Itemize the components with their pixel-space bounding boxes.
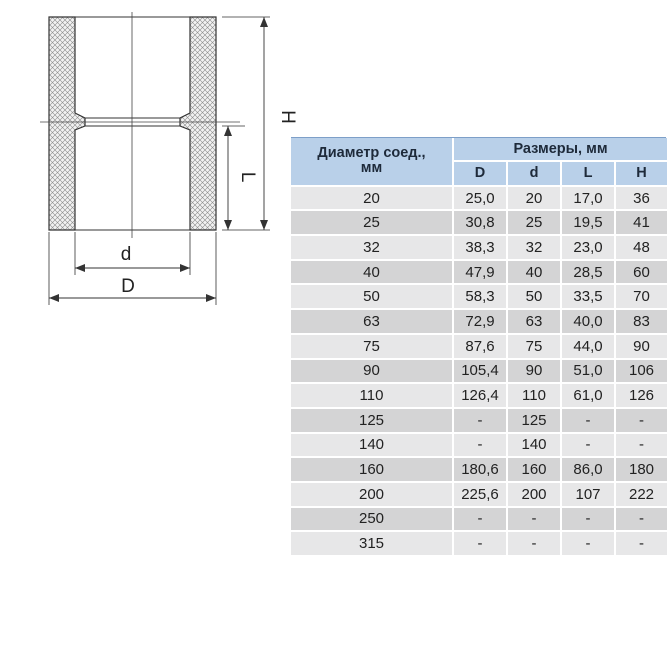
cell-H: 90 [616,335,669,360]
cell-H: 83 [616,310,669,335]
column-header-H: H [616,162,669,187]
cell-diameter: 200 [291,483,454,508]
cell-H: 70 [616,285,669,310]
table-row [291,285,669,310]
cell-L: 33,5 [562,285,616,310]
cell-D: 180,6 [454,458,508,483]
table-row [291,508,669,533]
cell-d: 125 [508,409,562,434]
cell-L: 17,0 [562,187,616,212]
cell-L: 28,5 [562,261,616,286]
dim-label-H: H [277,110,298,124]
cell-diameter: 75 [291,335,454,360]
cell-H: 48 [616,236,669,261]
cell-D: 58,3 [454,285,508,310]
cell-d: 75 [508,335,562,360]
column-header-L: L [562,162,616,187]
cell-d: - [508,532,562,557]
cell-L: 61,0 [562,384,616,409]
cell-H: 41 [616,211,669,236]
cell-H: - [616,409,669,434]
cell-diameter: 32 [291,236,454,261]
diameter-header-line2: мм [360,160,383,177]
cell-L: - [562,532,616,557]
column-header-d: d [508,162,562,187]
dim-label-D: D [121,276,135,297]
cell-diameter: 125 [291,409,454,434]
cell-D: 38,3 [454,236,508,261]
cell-H: 36 [616,187,669,212]
cell-L: 44,0 [562,335,616,360]
cell-D: 87,6 [454,335,508,360]
table-row [291,211,669,236]
table-row [291,187,669,212]
cell-d: 200 [508,483,562,508]
cell-L: 40,0 [562,310,616,335]
table-row [291,483,669,508]
cell-L: - [562,409,616,434]
table-row [291,360,669,385]
cell-H: - [616,532,669,557]
cell-L: 51,0 [562,360,616,385]
cell-H: 106 [616,360,669,385]
diameter-header [291,138,454,187]
diameter-header-line1: Диаметр соед., [317,145,426,162]
cell-H: 222 [616,483,669,508]
cell-L: - [562,434,616,459]
cell-d: 50 [508,285,562,310]
dimensions-table [291,138,669,557]
cell-D: 47,9 [454,261,508,286]
cell-d: 20 [508,187,562,212]
cell-d: 25 [508,211,562,236]
cell-d: 160 [508,458,562,483]
cell-H: 126 [616,384,669,409]
dim-label-L: L [237,171,258,183]
table-row [291,434,669,459]
cell-L: 86,0 [562,458,616,483]
cell-D: 30,8 [454,211,508,236]
cell-diameter: 50 [291,285,454,310]
column-header-D: D [454,162,508,187]
cell-L: 23,0 [562,236,616,261]
table-row [291,310,669,335]
cell-d: 32 [508,236,562,261]
cell-D: - [454,532,508,557]
cell-d: - [508,508,562,533]
cell-diameter: 250 [291,508,454,533]
cell-diameter: 20 [291,187,454,212]
cell-diameter: 110 [291,384,454,409]
cell-L: - [562,508,616,533]
cell-d: 63 [508,310,562,335]
dimensions-group-header: Размеры, мм [454,138,669,162]
cell-D: 72,9 [454,310,508,335]
cell-L: 19,5 [562,211,616,236]
cell-diameter: 160 [291,458,454,483]
cell-H: - [616,508,669,533]
cell-diameter: 63 [291,310,454,335]
cell-D: - [454,508,508,533]
dim-label-d: d [120,244,132,265]
cell-D: - [454,409,508,434]
cell-D: 126,4 [454,384,508,409]
cell-L: 107 [562,483,616,508]
table-body [291,187,669,557]
table-row [291,236,669,261]
cell-D: - [454,434,508,459]
cell-H: 60 [616,261,669,286]
table-row [291,384,669,409]
table-row [291,458,669,483]
cell-diameter: 40 [291,261,454,286]
right-wall-section [180,17,216,230]
table-row [291,409,669,434]
cell-diameter: 25 [291,211,454,236]
cell-D: 225,6 [454,483,508,508]
cell-diameter: 140 [291,434,454,459]
cell-H: - [616,434,669,459]
table-row [291,532,669,557]
cell-H: 180 [616,458,669,483]
cell-D: 25,0 [454,187,508,212]
left-wall-section [49,17,85,230]
cell-D: 105,4 [454,360,508,385]
table-row [291,335,669,360]
coupling-section-drawing [0,0,300,320]
cell-d: 90 [508,360,562,385]
cell-diameter: 315 [291,532,454,557]
cell-d: 140 [508,434,562,459]
cell-d: 110 [508,384,562,409]
table-row [291,261,669,286]
cell-d: 40 [508,261,562,286]
cell-diameter: 90 [291,360,454,385]
